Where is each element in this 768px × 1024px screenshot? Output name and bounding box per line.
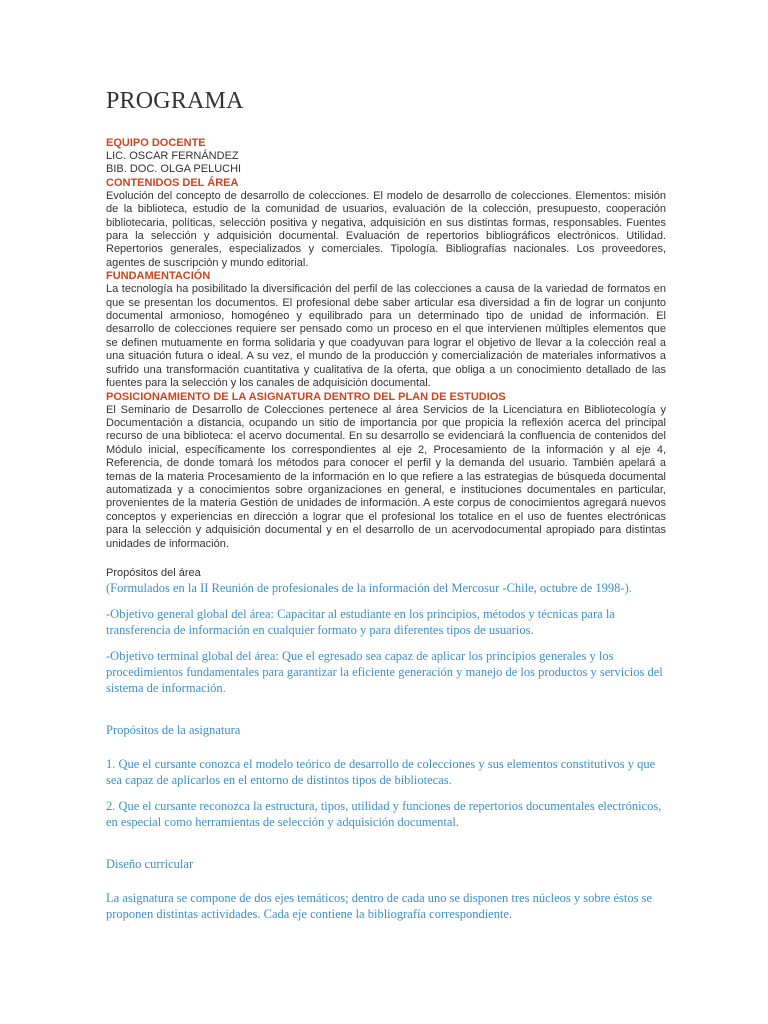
objetivo-general: -Objetivo general global del área: Capacitar al estudiante en los principios, métodos y técnicas para la transferencia de información en cualquier formato y para diferentes tipos de usuarios. bbox=[106, 606, 615, 637]
section-posicionamiento bbox=[106, 391, 666, 551]
propositos-asignatura-label: Propósitos de la asignatura bbox=[106, 722, 241, 737]
section-equipo-docente bbox=[106, 137, 666, 177]
page-title: PROGRAMA bbox=[106, 88, 244, 114]
fundamentacion-text: La tecnología ha posibilitado la diversificación del perfil de las colecciones a causa de la variedad de formatos en que se presentan los documentos. El profesional debe saber articular esa diversidad a fin de lograr un conjunto documental armonioso, homogéneo y equilibrado para un determinado tipo de unidad de información. El desarrollo de colecciones requiere ser pensado como un proceso en el que intervienen múltiples elementos que se definen mutuamente en forma solidaria y que coadyuvan para lograr el objetivo de llevar a la colección real a una situación futura o ideal. A su vez, el mundo de la producción y comercialización de materiales informativos a sufrido una transformación cuantitativa y cualitativa de la oferta, que obliga a un conocimiento detallado de las fuentes para la selección y los canales de adquisición documental. bbox=[106, 283, 666, 390]
section-propositos-area bbox=[106, 567, 666, 696]
section-fundamentacion bbox=[106, 270, 666, 390]
section-propositos-asignatura bbox=[106, 722, 666, 830]
equipo-heading: EQUIPO DOCENTE bbox=[106, 137, 206, 149]
diseno-label: Diseño curricular bbox=[106, 856, 194, 871]
section-contenidos bbox=[106, 177, 666, 270]
proposito-item-1: 1. Que el cursante conozca el modelo teórico de desarrollo de colecciones y sus elementos constitutivos y que sea capaz de aplicarlos en el entorno de distintos tipos de bibliotecas. bbox=[106, 756, 656, 787]
section-diseno-curricular bbox=[106, 856, 666, 922]
diseno-text: La asignatura se compone de dos ejes temáticos; dentro de cada uno se disponen tres núcleos y sobre éstos se proponen distintas actividades. Cada eje contiene la bibliografía correspondiente. bbox=[106, 890, 653, 921]
objetivo-terminal: -Objetivo terminal global del área: Que el egresado sea capaz de aplicar los principios generales y los procedimientos fundamentales para garantizar la eficiente generación y manejo de los productos y servicios del sistema de información. bbox=[106, 648, 663, 695]
fundamentacion-heading: FUNDAMENTACIÓN bbox=[106, 270, 211, 283]
document-page bbox=[106, 88, 666, 922]
member-2: BIB. DOC. OLGA PELUCHI bbox=[106, 163, 242, 176]
member-1: LIC. OSCAR FERNÁNDEZ bbox=[106, 150, 239, 162]
formulados-text: (Formulados en la II Reunión de profesionales de la información del Mercosur -Chile, octubre de 1998-). bbox=[106, 580, 632, 595]
propositos-area-label: Propósitos del área bbox=[106, 566, 201, 579]
proposito-item-2: 2. Que el cursante reconozca la estructura, tipos, utilidad y funciones de repertorios documentales electrónicos, en especial como herramientas de selección y adquisición documental. bbox=[106, 798, 662, 829]
posicionamiento-text: El Seminario de Desarrollo de Colecciones pertenece al área Servicios de la Licenciatura en Bibliotecología y Documentación a distancia, ocupando un sitio de importancia por que propicia la reflexión acerca del principal recurso de una biblioteca: el acervo documental. En su desarrollo se evidenciará la confluencia de contenidos del Módulo inicial, específicamente los correspondientes al eje 2, Procesamiento de la información y al eje 4, Referencia, de donde tomará los métodos para conocer el perfil y la demanda del usuario. También apelará a temas de la materia Procesamiento de la información en lo que refiere a las estrategias de búsqueda documental automatizada y a conocimientos sobre organizaciones en general, e instituciones documentales en particular, provenientes de la materia Gestión de unidades de información. A este corpus de conocimientos agregará nuevos conceptos y experiencias en dirección a lograr que el profesional los totalice en el uso de fuentes electrónicas para la selección y adquisición documental y en el desarrollo de un acervodocumental apropiado para distintas unidades de información. bbox=[106, 403, 666, 550]
posicionamiento-heading: POSICIONAMIENTO DE LA ASIGNATURA DENTRO DEL PLAN DE ESTUDIOS bbox=[106, 390, 506, 403]
contenidos-heading: CONTENIDOS DEL ÁREA bbox=[106, 176, 239, 189]
contenidos-text: Evolución del concepto de desarrollo de colecciones. El modelo de desarrollo de colecciones. Elementos: misión de la biblioteca, estudio de la comunidad de usuarios, evaluación de la colección, presupuesto, cooperación bibliotecaria, políticas, selección positiva y negativa, adquisición en sus distintas formas, responsables. Fuentes para la selección y adquisición documental. Evaluación de repertorios bibliográficos electrónicos. Utilidad. Repertorios generales, especializados y comerciales. Tipología. Bibliografías nacionales. Los proveedores, agentes de suscripción y mundo editorial. bbox=[106, 189, 666, 269]
